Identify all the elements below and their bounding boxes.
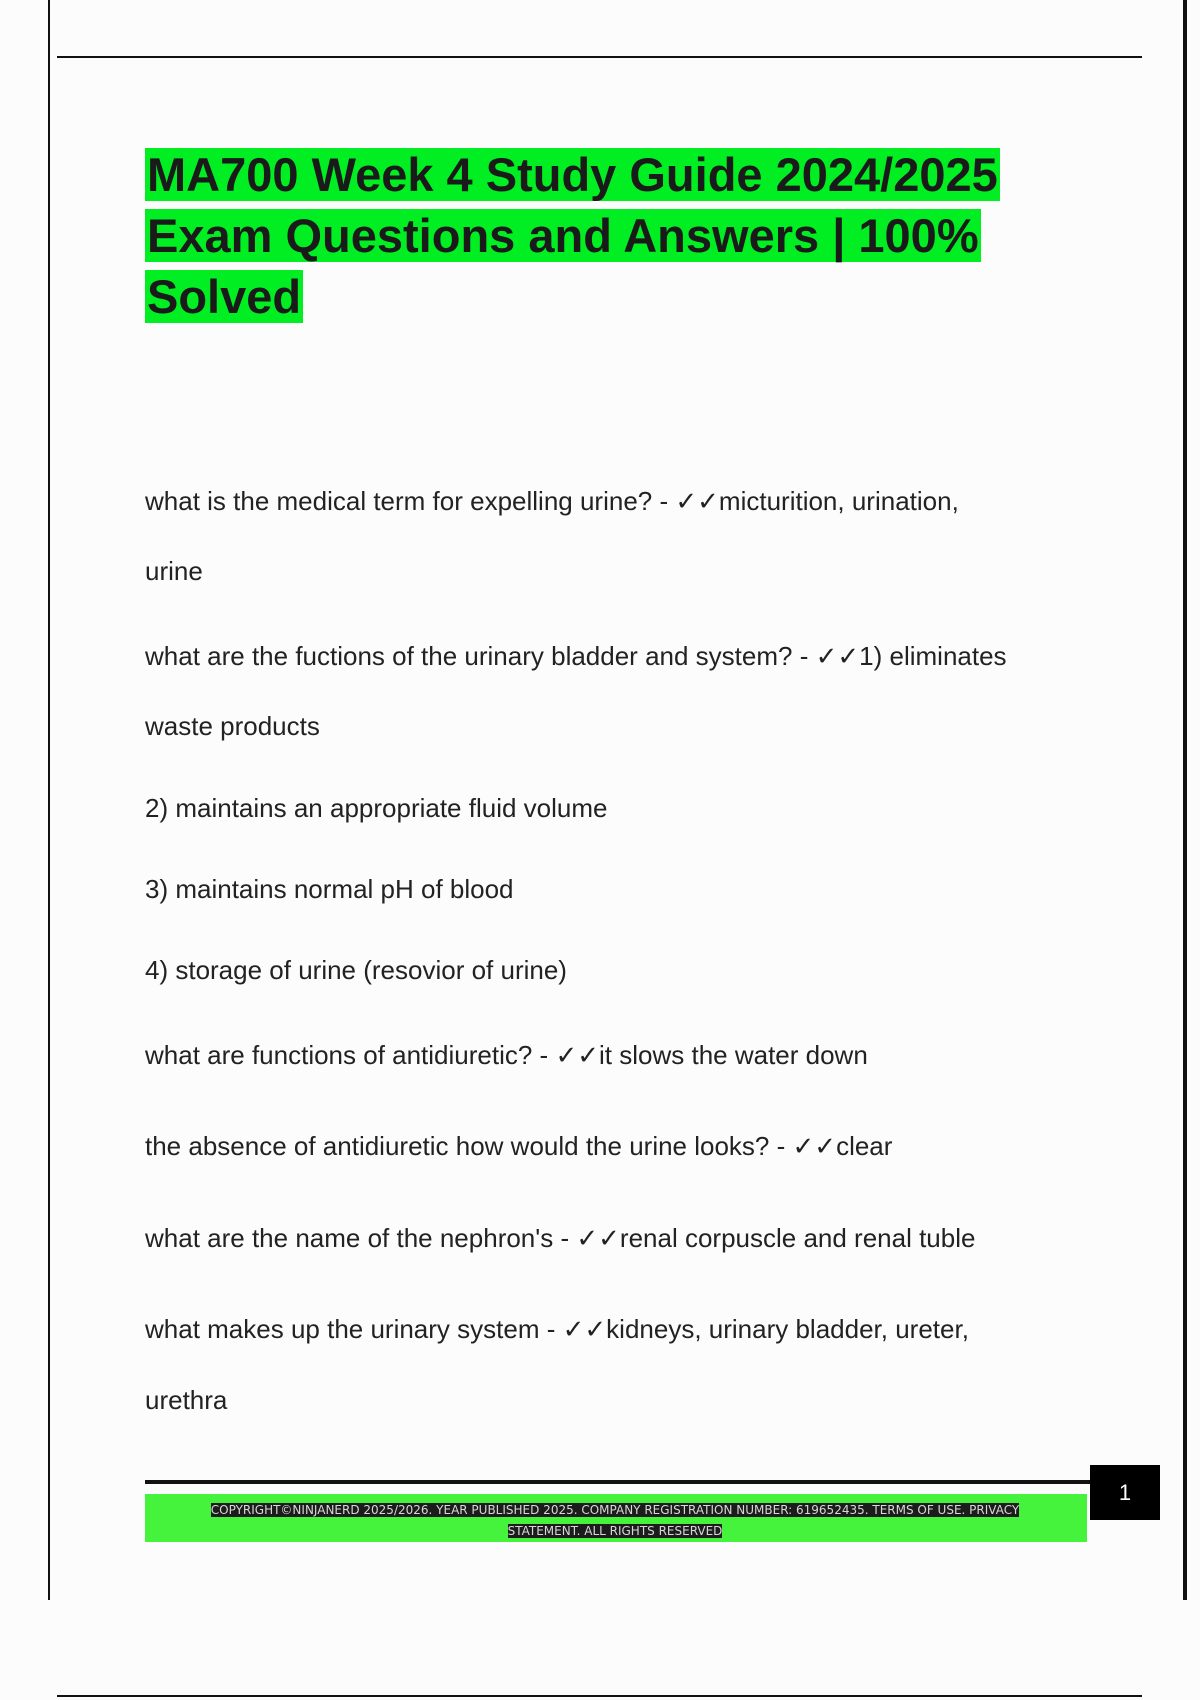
page-border-right bbox=[1183, 0, 1187, 1600]
qa-line: what are the fuctions of the urinary bladder and system? - ✓✓1) eliminates bbox=[145, 641, 1007, 671]
qa-line: what are functions of antidiuretic? - ✓✓it slows the water down bbox=[145, 1040, 868, 1070]
document-title bbox=[145, 144, 1045, 327]
footer-rule bbox=[145, 1480, 1090, 1484]
header-rule bbox=[57, 56, 1142, 58]
qa-line: urethra bbox=[145, 1385, 228, 1415]
title-line-2: Exam Questions and Answers | 100% bbox=[147, 209, 979, 262]
qa-line: the absence of antidiuretic how would the urine looks? - ✓✓clear bbox=[145, 1131, 893, 1161]
qa-line: waste products bbox=[145, 711, 320, 741]
qa-line: what is the medical term for expelling urine? - ✓✓micturition, urination, bbox=[145, 486, 959, 516]
qa-line: 3) maintains normal pH of blood bbox=[145, 874, 514, 904]
title-line-3: Solved bbox=[147, 270, 302, 323]
qa-line: 2) maintains an appropriate fluid volume bbox=[145, 793, 608, 823]
copyright-line-1: COPYRIGHT©NINJANERD 2025/2026. YEAR PUBLISHED 2025. COMPANY REGISTRATION NUMBER: 619652435. TERMS OF USE. PRIVACY bbox=[210, 1503, 1020, 1517]
qa-line: urine bbox=[145, 556, 203, 586]
page-border-left bbox=[48, 0, 50, 1600]
title-line-1: MA700 Week 4 Study Guide 2024/2025 bbox=[147, 148, 998, 201]
copyright-line-2: STATEMENT. ALL RIGHTS RESERVED bbox=[507, 1524, 723, 1538]
next-page-rule bbox=[57, 1695, 1142, 1697]
copyright-notice bbox=[165, 1500, 1065, 1542]
qa-line: what makes up the urinary system - ✓✓kidneys, urinary bladder, ureter, bbox=[145, 1314, 969, 1344]
page-number: 1 bbox=[1090, 1465, 1160, 1520]
qa-line: 4) storage of urine (resovior of urine) bbox=[145, 955, 567, 985]
qa-line: what are the name of the nephron's - ✓✓renal corpuscle and renal tuble bbox=[145, 1223, 976, 1253]
